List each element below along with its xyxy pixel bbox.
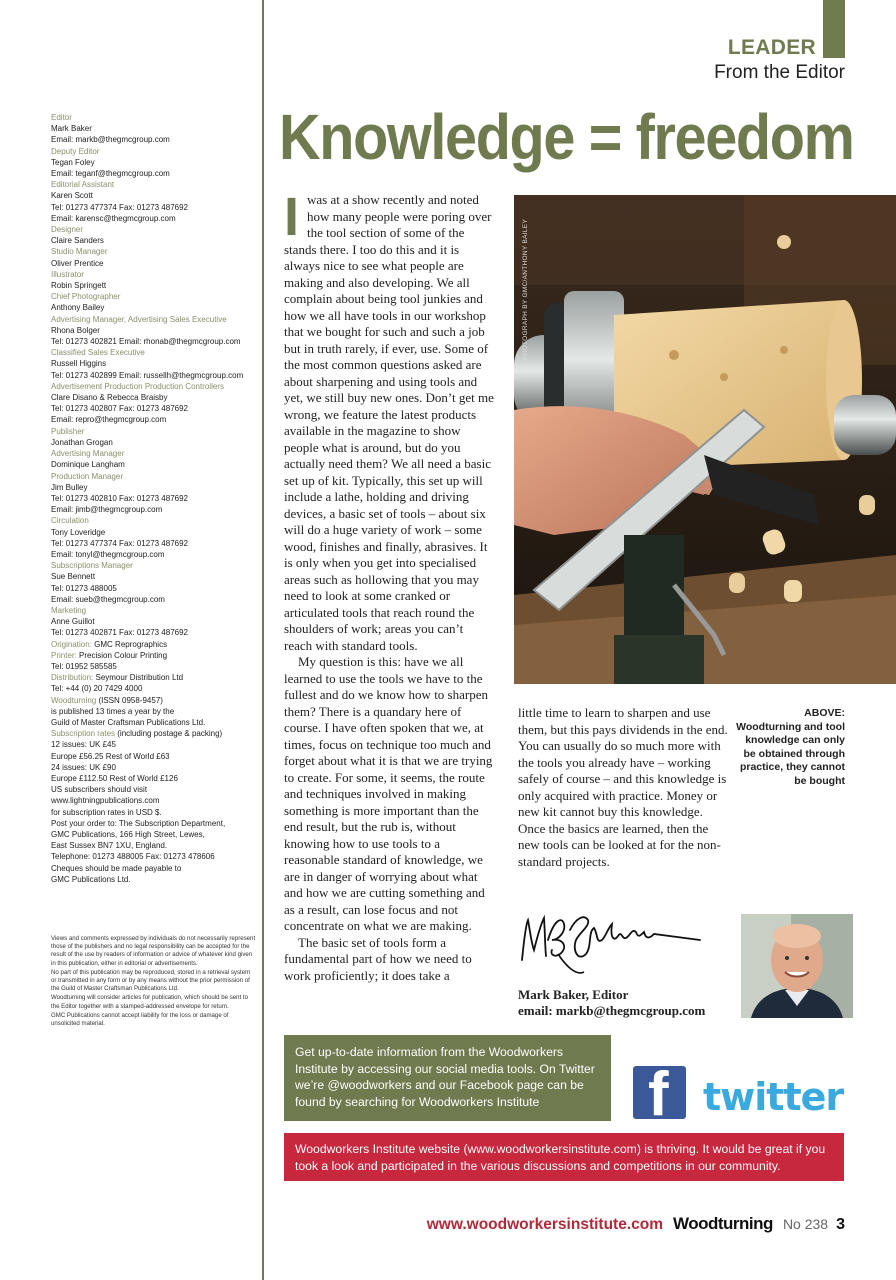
staff-entry — [51, 269, 261, 291]
credit-value: Tel: 01952 585585 — [51, 661, 117, 671]
staff-role: Advertisement Production Production Controllers — [51, 381, 224, 391]
editor-name: Mark Baker, Editor — [518, 987, 629, 1002]
publication-note: is published 13 times a year by the — [51, 706, 175, 716]
footer-url[interactable]: www.woodworkersinstitute.com — [426, 1216, 663, 1233]
subscription-line[interactable]: www.lightningpublications.com — [51, 796, 160, 806]
staff-role: Deputy Editor — [51, 146, 100, 156]
credit-line — [51, 650, 261, 661]
staff-detail: Anne Guillot — [51, 617, 95, 627]
subscription-line: for subscription rates in USD $. — [51, 807, 162, 817]
credit-value: Precision Colour Printing — [79, 650, 168, 660]
staff-detail: Oliver Prentice — [51, 258, 104, 268]
staff-entry — [51, 347, 261, 381]
disclaimer-paragraph: GMC Publications cannot accept liability for the loss or damage of unsolicited material. — [51, 1011, 229, 1028]
staff-role: Chief Photographer — [51, 292, 121, 302]
subscription-line: Cheques should be made payable to — [51, 863, 182, 873]
staff-detail: Jim Bulley — [51, 482, 88, 492]
staff-detail: Dominique Langham — [51, 460, 125, 470]
photo-credit: PHOTOGRAPH BY GMC/ANTHONY BAILEY — [522, 218, 529, 360]
section-label: LEADER — [727, 36, 816, 59]
staff-detail: Russell Higgins — [51, 359, 107, 369]
staff-role: Classified Sales Executive — [51, 348, 145, 358]
staff-detail: Tel: 01273 402810 Fax: 01273 487692 — [51, 493, 189, 503]
staff-detail: Tel: 01273 402807 Fax: 01273 487692 — [51, 404, 189, 414]
credit-value: Tel: +44 (0) 20 7429 4000 — [51, 684, 143, 694]
paragraph-3: The basic set of tools form a fundamental part of how we need to work proficiently; it does take a — [284, 934, 472, 983]
staff-email[interactable]: Email: repro@thegmcgroup.com — [51, 415, 167, 425]
twitter-logo[interactable]: twitter — [703, 1075, 844, 1119]
staff-role: Marketing — [51, 605, 87, 615]
facebook-icon[interactable] — [633, 1066, 686, 1119]
article-column-2 — [518, 705, 728, 870]
masthead-sidebar — [51, 112, 261, 885]
staff-detail: Sue Bennett — [51, 572, 96, 582]
facebook-glyph: f — [648, 1066, 669, 1119]
article-column-1 — [284, 187, 494, 984]
staff-email[interactable]: Email: sueb@thegmcgroup.com — [51, 594, 165, 604]
staff-detail: Clare Disano & Rebecca Braisby — [51, 393, 168, 403]
staff-detail: Tel: 01273 488005 — [51, 583, 117, 593]
staff-entry — [51, 471, 261, 516]
staff-entry — [51, 314, 261, 348]
staff-detail: Tel: 01273 477374 Fax: 01273 487692 — [51, 202, 189, 212]
staff-role: Subscriptions Manager — [51, 561, 133, 571]
editor-signature — [518, 910, 703, 980]
paragraph-1: was at a show recently and noted how many people were poring over the tool section of some of the stands there. I too do this and it is always nice to see what people are making and also developing. We all complain about being tool junkies and how we all have tools in our workshop that we bought for such and such a job but in truth rarely, if ever, use. Some of the most common questions asked are about sharpening and using tools and yet, we still buy new ones. Don’t get me wrong, we feature the latest products available in the magazine to show people what is around, but do you actually need them? We all need a basic set up of kit. Typically, this set up will include a lathe, holding and driving devices, a basic set of tools – about six will do a huge variety of work – some wood, finishes and finally, abrasives. It is only when you get into specialised areas such as hollowing that you may need to look at some cranked or articulated tools that reach round the shoulders of work; areas you can’t reach with standard tools. — [284, 192, 494, 653]
staff-entry — [51, 112, 261, 146]
corner-accent-bar — [823, 0, 845, 58]
disclaimer-paragraph: Woodturning will consider articles for publication, which should be sent to the Editor together with a stamped-addressed envelope for return. — [51, 994, 249, 1010]
credit-line — [51, 672, 261, 683]
staff-email[interactable]: Tel: 01273 402899 Email: russellh@thegmcgroup.com — [51, 370, 244, 380]
subscription-line: 12 issues: UK £45 — [51, 740, 116, 750]
staff-entry — [51, 146, 261, 180]
staff-entry — [51, 426, 261, 448]
staff-detail: Tegan Foley — [51, 157, 95, 167]
staff-detail: Anthony Bailey — [51, 303, 105, 313]
staff-detail: Mark Baker — [51, 124, 92, 134]
headline: Knowledge = freedom — [279, 101, 854, 173]
staff-entry — [51, 515, 261, 560]
credit-value: GMC Reprographics — [94, 639, 168, 649]
credit-line — [51, 639, 261, 650]
staff-detail: Karen Scott — [51, 191, 93, 201]
staff-email[interactable]: Email: jimb@thegmcgroup.com — [51, 505, 163, 515]
staff-role: Editorial Assistant — [51, 180, 115, 190]
caption-label: ABOVE: — [804, 707, 845, 719]
publication-note: Guild of Master Craftsman Publications Ltd. — [51, 717, 206, 727]
subscription-line: Post your order to: The Subscription Department, — [51, 818, 226, 828]
subscription-line: GMC Publications Ltd. — [51, 874, 131, 884]
disclaimer-paragraph: Views and comments expressed by individuals do not necessarily represent those of the publishers and no legal responsibility can be accepted for the result of the use by readers of information or advice of whatever kind given in this publication, either in editorial or advertisements. — [51, 935, 256, 967]
staff-entry — [51, 605, 261, 639]
staff-entry — [51, 246, 261, 268]
subscription-line: Europe £112.50 Rest of World £126 — [51, 773, 178, 783]
paragraph-3-continued: little time to learn to sharpen and use them, but this pays dividends in the end. You can usually do so much more with the tools you already have – working safely of course – and this knowledge is only acquired with practice. Money or new kit cannot buy this knowledge. Once the basics are learned, then the new tools can be looked at for the non-standard projects. — [518, 705, 728, 869]
staff-email[interactable]: Email: markb@thegmcgroup.com — [51, 135, 170, 145]
staff-role: Advertising Manager, Advertising Sales Executive — [51, 314, 227, 324]
subscription-note: (including postage & packing) — [117, 729, 223, 739]
page-number: 3 — [836, 1216, 845, 1233]
staff-entry — [51, 224, 261, 246]
staff-detail: Claire Sanders — [51, 236, 104, 246]
staff-detail: Tel: 01273 477374 Fax: 01273 487692 — [51, 538, 189, 548]
subscription-line: Telephone: 01273 488005 Fax: 01273 478606 — [51, 852, 215, 862]
staff-detail: Tel: 01273 402871 Fax: 01273 487692 — [51, 628, 189, 638]
drop-cap: I — [284, 187, 300, 247]
staff-entry — [51, 291, 261, 313]
social-media-box: Get up-to-date information from the Woodworkers Institute by accessing our social media tools. On Twitter we’re @woodworkers and our Facebook page can be found by searching for Woodworkers Institute — [284, 1035, 611, 1121]
subscription-line: 24 issues: UK £90 — [51, 762, 116, 772]
subsection-label: From the Editor — [714, 62, 845, 83]
staff-detail: Robin Springett — [51, 281, 107, 291]
credit-line — [51, 683, 261, 694]
staff-entry — [51, 179, 261, 224]
credit-value: Seymour Distribution Ltd — [95, 673, 184, 683]
staff-entry — [51, 448, 261, 470]
credit-line — [51, 661, 261, 672]
subscription-heading — [51, 728, 261, 739]
editor-email[interactable]: email: markb@thegmcgroup.com — [518, 1003, 706, 1018]
staff-role: Circulation — [51, 516, 89, 526]
footer-issue-number: No 238 — [782, 1216, 829, 1232]
credit-label: Origination: — [51, 639, 92, 649]
staff-entry — [51, 560, 261, 605]
staff-role: Studio Manager — [51, 247, 108, 257]
woodturning-photo — [514, 195, 896, 684]
disclaimer-paragraph: No part of this publication may be reproduced, stored in a retrieval system or transmitted in any form or by any means without the prior permission of the Guild of Master Craftsman Publications Ltd. — [51, 968, 251, 993]
credit-label: Printer: — [51, 650, 77, 660]
staff-detail: Tony Loveridge — [51, 527, 106, 537]
subscription-line: East Sussex BN7 1XU, England. — [51, 841, 168, 851]
staff-email[interactable]: Email: teganf@thegmcgroup.com — [51, 169, 170, 179]
credit-line — [51, 695, 261, 706]
column-divider — [262, 0, 264, 1280]
staff-email[interactable]: Email: tonyl@thegmcgroup.com — [51, 549, 165, 559]
staff-role: Publisher — [51, 426, 85, 436]
editor-portrait — [741, 914, 853, 1018]
caption-text: Woodturning and tool knowledge can only be obtained through practice, they cannot be bought — [736, 720, 845, 787]
credit-label: Woodturning — [51, 695, 97, 705]
page-footer — [427, 1214, 845, 1236]
staff-email[interactable]: Email: karensc@thegmcgroup.com — [51, 213, 176, 223]
staff-entry — [51, 381, 261, 426]
credit-value: (ISSN 0958-9457) — [98, 695, 163, 705]
staff-role: Production Manager — [51, 471, 124, 481]
photo-caption — [735, 707, 845, 788]
footer-magazine-title: Woodturning — [673, 1214, 773, 1233]
subscription-line: GMC Publications, 166 High Street, Lewes, — [51, 830, 205, 839]
paragraph-2: My question is this: have we all learned to use the tools we have to the fullest and do we know how to sharpen them? There is a quandary here of course. I have often spoken that we, at times, focus on technique too much and forget about what it is that we are trying to create. For some, it seems, the route and techniques involved in making something is more important than the end result, but the rub is, without knowing how to use tools to a reasonable standard of knowledge, we are in danger of worrying about what and how we are cutting something and as a result, can lose focus and not concentrate on what we are making. — [284, 654, 493, 933]
subscription-label: Subscription rates — [51, 729, 116, 739]
staff-role: Advertising Manager — [51, 449, 125, 459]
subscription-line: Europe £56.25 Rest of World £63 — [51, 751, 170, 761]
website-box: Woodworkers Institute website (www.woodworkersinstitute.com) is thriving. It would be great if you took a look and participated in the various discussions and competitions in our community. — [284, 1133, 844, 1181]
credit-label: Distribution: — [51, 673, 94, 683]
staff-role: Editor — [51, 113, 72, 122]
staff-detail: Jonathan Grogan — [51, 437, 113, 447]
staff-role: Designer — [51, 225, 84, 235]
disclaimer — [51, 935, 256, 1029]
subscription-line: US subscribers should visit — [51, 785, 148, 795]
staff-email[interactable]: Tel: 01273 402821 Email: rhonab@thegmcgroup.com — [51, 337, 241, 347]
staff-role: Illustrator — [51, 269, 84, 279]
staff-detail: Rhona Bolger — [51, 325, 100, 335]
